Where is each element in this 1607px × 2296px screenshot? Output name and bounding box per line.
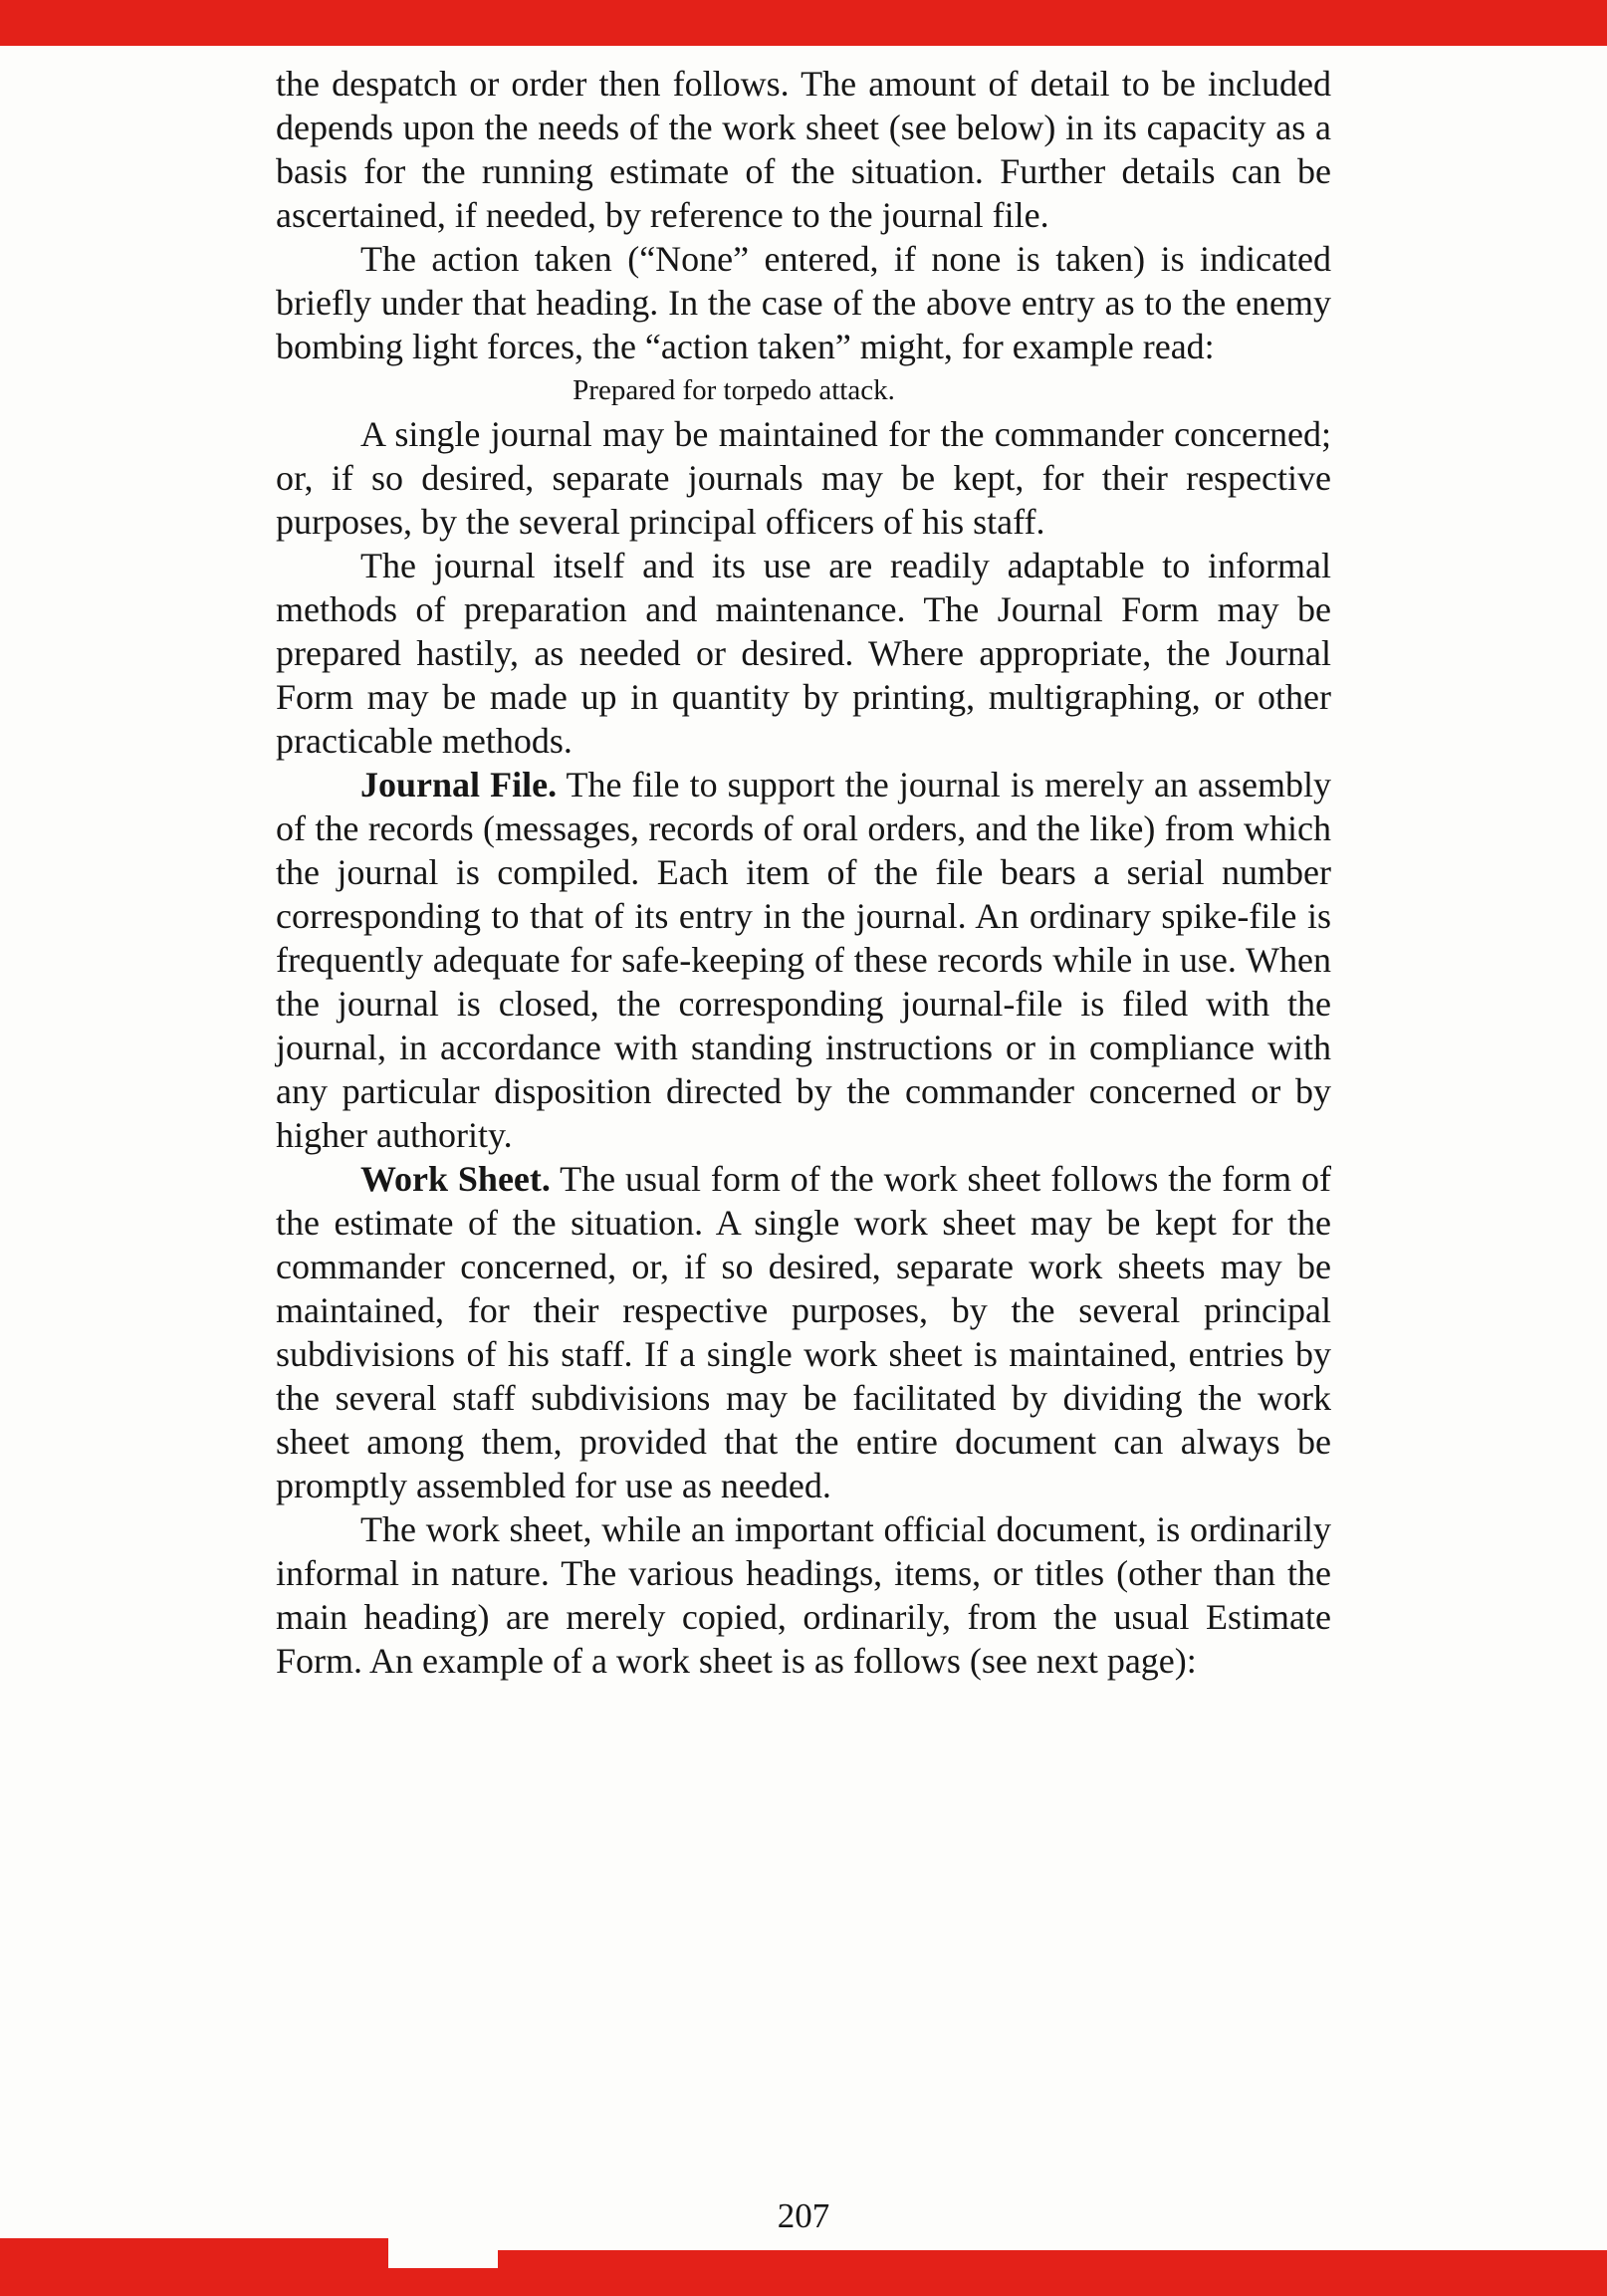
paragraph-work-sheet-informal: The work sheet, while an important official document, is ordinarily informal in nature. The various headings, items, or titles (other than the main heading) are merely copied, ordinarily, from the usual Estimate Form. An example of a work sheet is as follows (see next page):: [276, 1509, 1331, 1681]
page-body-text: [276, 62, 1331, 1683]
journal-file-heading: Journal File.: [360, 765, 558, 804]
paragraph-despatch-continuation: the despatch or order then follows. The amount of detail to be included depends upon the needs of the work sheet (see below) in its capacity as a basis for the running estimate of the situation. Further details can be ascertained, if needed, by reference to the journal file.: [276, 64, 1331, 235]
work-sheet-heading: Work Sheet.: [360, 1159, 551, 1199]
paragraph-journal-adaptable: The journal itself and its use are readily adaptable to informal methods of preparation and maintenance. The Journal Form may be prepared hastily, as needed or desired. Where appropriate, the Journal Form may be made up in quantity by printing, multigraphing, or other practicable methods.: [276, 546, 1331, 761]
paragraph-action-taken: The action taken (“None” entered, if none is taken) is indicated briefly under that heading. In the case of the above entry as to the enemy bombing light forces, the “action taken” might, for example read:: [276, 239, 1331, 366]
paragraph-journal-file-text: The file to support the journal is merely an assembly of the records (messages, records of oral orders, and the like) from which the journal is compiled. Each item of the file bears a serial number corresponding to that of its entry in the journal. An ordinary spike-file is frequently adequate for safe-keeping of these records while in use. When the journal is closed, the corresponding journal-file is filed with the journal, in accordance with standing instructions or in compliance with any particular disposition directed by the commander concerned or by higher authority.: [276, 765, 1332, 1155]
example-line-torpedo-attack: Prepared for torpedo attack.: [573, 374, 895, 406]
scan-artifact-bottom-bar: [0, 2268, 1607, 2296]
paragraph-single-journal: A single journal may be maintained for the commander concerned; or, if so desired, separate journals may be kept, for their respective purposes, by the several principal officers of his staff.: [276, 414, 1331, 542]
paragraph-work-sheet-text: The usual form of the work sheet follows the form of the estimate of the situation. A single work sheet may be kept for the commander concerned, or, if so desired, separate work sheets may be maintained, for their respective purposes, by the several principal subdivisions of his staff. If a single work sheet is maintained, entries by the several staff subdivisions may be facilitated by dividing the work sheet among them, provided that the entire document can always be promptly assembled for use as needed.: [276, 1159, 1331, 1505]
page-number: 207: [777, 2196, 830, 2235]
paragraph-work-sheet: [276, 1157, 1331, 1507]
paragraph-journal-file: [276, 763, 1331, 1157]
scan-artifact-top-bar: [0, 0, 1607, 46]
